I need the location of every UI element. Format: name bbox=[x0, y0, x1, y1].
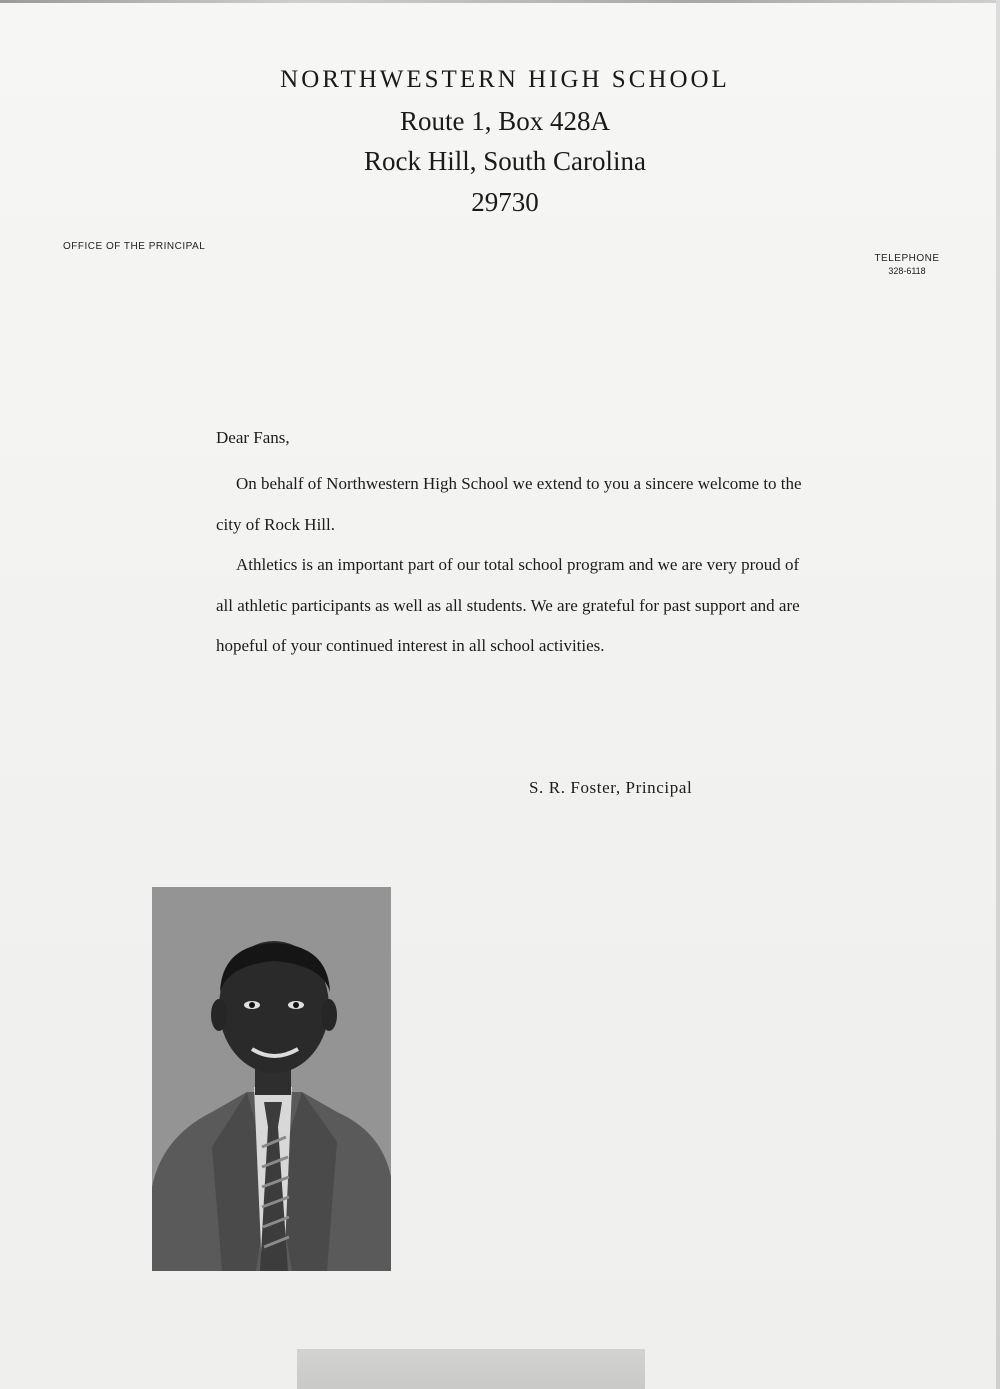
letter-body bbox=[216, 424, 816, 667]
principal-portrait-icon bbox=[152, 887, 391, 1271]
paragraph-athletics: Athletics is an important part of our total school program and we are very proud of all athletic participants as well as all students. We are grateful for past support and are hopeful of your continued interest in all school activities. bbox=[216, 555, 800, 655]
page-top-edge bbox=[0, 0, 1000, 3]
school-name: NORTHWESTERN HIGH SCHOOL bbox=[280, 66, 730, 93]
address-line-2: Rock Hill, South Carolina bbox=[364, 146, 646, 176]
tape-strip bbox=[297, 1349, 645, 1389]
signature: S. R. Foster, Principal bbox=[529, 778, 693, 797]
telephone-number: 328-6118 bbox=[888, 266, 926, 276]
paragraph-welcome: On behalf of Northwestern High School we extend to you a sincere welcome to the city of Rock Hill. bbox=[216, 474, 802, 534]
office-label: OFFICE OF THE PRINCIPAL bbox=[63, 241, 206, 252]
salutation: Dear Fans, bbox=[216, 428, 290, 447]
address-line-1: Route 1, Box 428A bbox=[399, 106, 610, 136]
portrait-drawing bbox=[152, 887, 391, 1271]
telephone-label: TELEPHONE bbox=[874, 253, 940, 264]
zip-code: 29730 bbox=[471, 187, 539, 217]
